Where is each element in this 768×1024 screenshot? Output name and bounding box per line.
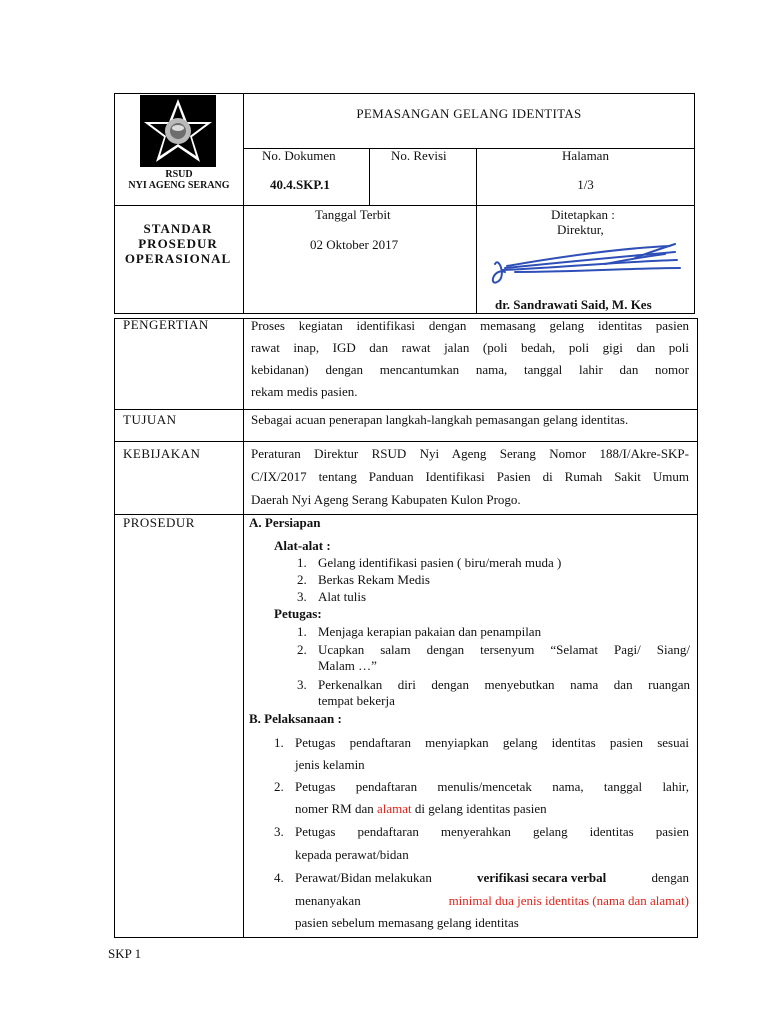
- alat-item-2: Berkas Rekam Medis: [318, 572, 430, 587]
- step-1-line-2: jenis kelamin: [295, 757, 365, 772]
- pengertian-label: PENGERTIAN: [123, 317, 209, 332]
- alat-item-1: Gelang identifikasi pasien ( biru/merah muda ): [318, 555, 562, 570]
- kebijakan-line-3: Daerah Nyi Ageng Serang Kabupaten Kulon Progo.: [251, 492, 521, 507]
- step-2-line-1: Petugas pendaftaran menulis/mencetak nama, tanggal lahir,: [295, 779, 689, 794]
- section-b-heading: B. Pelaksanaan :: [249, 711, 342, 726]
- step-4-line-1: [295, 870, 689, 886]
- petugas-item-3-line-2: tempat bekerja: [318, 693, 395, 708]
- kebijakan-line-2: C/IX/2017 tentang Panduan Identifikasi Pasien di Rumah Sakit Umum: [251, 469, 689, 484]
- sop-line2: PROSEDUR: [138, 236, 218, 251]
- approved-label: Ditetapkan :: [551, 207, 615, 222]
- step-4-text-a: Perawat/Bidan melakukan: [295, 870, 432, 885]
- tujuan-label: TUJUAN: [123, 412, 177, 427]
- step-3-line-1: Petugas pendaftaran menyerahkan gelang identitas pasien: [295, 824, 689, 839]
- step-4-text-c: menanyakan: [295, 893, 361, 908]
- sop-line3: OPERASIONAL: [124, 251, 232, 266]
- petugas-item-1: Menjaga kerapian pakaian dan penampilan: [318, 624, 542, 639]
- step-4-bold: verifikasi secara verbal: [477, 870, 607, 885]
- step-2-text-a: nomer RM dan: [295, 801, 377, 816]
- step-4-line-3: pasien sebelum memasang gelang identitas: [295, 915, 519, 930]
- doc-no-value: 40.4.SKP.1: [270, 177, 330, 192]
- approved-role: Direktur,: [557, 222, 604, 237]
- issue-date-label: Tanggal Terbit: [315, 207, 391, 222]
- tujuan-text: Sebagai acuan penerapan langkah-langkah pemasangan gelang identitas.: [251, 412, 629, 427]
- org-name-line2: NYI AGENG SERANG: [128, 180, 230, 191]
- step-4-text-b: dengan: [651, 870, 689, 885]
- director-name: dr. Sandrawati Said, M. Kes: [495, 297, 652, 312]
- page-label: Halaman: [562, 148, 609, 163]
- alat-item-3: Alat tulis: [318, 589, 367, 604]
- petugas-item-2-num: 2.: [297, 642, 307, 657]
- star-emblem-icon: [140, 95, 216, 167]
- step-2-line-2: [295, 801, 547, 817]
- step-2-num: 2.: [274, 779, 284, 794]
- pengertian-line-4: rekam medis pasien.: [251, 384, 358, 399]
- alat-item-1-num: 1.: [297, 555, 307, 570]
- petugas-item-1-num: 1.: [297, 624, 307, 639]
- kebijakan-label: KEBIJAKAN: [123, 446, 201, 461]
- step-1-num: 1.: [274, 735, 284, 750]
- step-4-emphasis: minimal dua jenis identitas (nama dan alamat): [448, 893, 689, 908]
- sop-line1: STANDAR: [143, 221, 213, 236]
- step-3-num: 3.: [274, 824, 284, 839]
- doc-no-label: No. Dokumen: [262, 148, 336, 163]
- section-a-heading: A. Persiapan: [249, 515, 321, 530]
- petugas-item-3-num: 3.: [297, 677, 307, 692]
- step-3-line-2: kepada perawat/bidan: [295, 847, 409, 862]
- step-4-line-2: [295, 893, 689, 909]
- page-value: 1/3: [577, 177, 594, 192]
- alat-heading: Alat-alat :: [274, 538, 331, 553]
- petugas-item-2-line-1: Ucapkan salam dengan tersenyum “Selamat Pagi/ Siang/: [318, 642, 690, 657]
- step-1-line-1: Petugas pendaftaran menyiapkan gelang identitas pasien sesuai: [295, 735, 689, 750]
- petugas-heading: Petugas:: [274, 606, 322, 621]
- prosedur-label: PROSEDUR: [123, 515, 195, 530]
- step-2-text-b: di gelang identitas pasien: [411, 801, 547, 816]
- director-signature: [485, 238, 690, 296]
- hospital-logo: [140, 95, 216, 167]
- document-title: PEMASANGAN GELANG IDENTITAS: [356, 106, 582, 121]
- petugas-item-2-line-2: Malam …”: [318, 658, 377, 673]
- petugas-item-3-line-1: Perkenalkan diri dengan menyebutkan nama dan ruangan: [318, 677, 690, 692]
- footer-code: SKP 1: [108, 946, 142, 961]
- kebijakan-line-1: Peraturan Direktur RSUD Nyi Ageng Serang Nomor 188/I/Akre-SKP-: [251, 446, 689, 461]
- pengertian-line-2: rawat inap, IGD dan rawat jalan (poli bedah, poli gigi dan poli: [251, 340, 689, 355]
- step-2-emphasis: alamat: [376, 801, 412, 816]
- alat-item-2-num: 2.: [297, 572, 307, 587]
- step-4-num: 4.: [274, 870, 284, 885]
- pengertian-line-3: kebidanan) dengan mencantumkan nama, tanggal lahir dan nomor: [251, 362, 689, 377]
- issue-date-value: 02 Oktober 2017: [310, 237, 399, 252]
- revision-label: No. Revisi: [391, 148, 447, 163]
- pengertian-line-1: Proses kegiatan identifikasi dengan memasang gelang identitas pasien: [251, 318, 689, 333]
- alat-item-3-num: 3.: [297, 589, 307, 604]
- org-name-line1: RSUD: [165, 169, 193, 180]
